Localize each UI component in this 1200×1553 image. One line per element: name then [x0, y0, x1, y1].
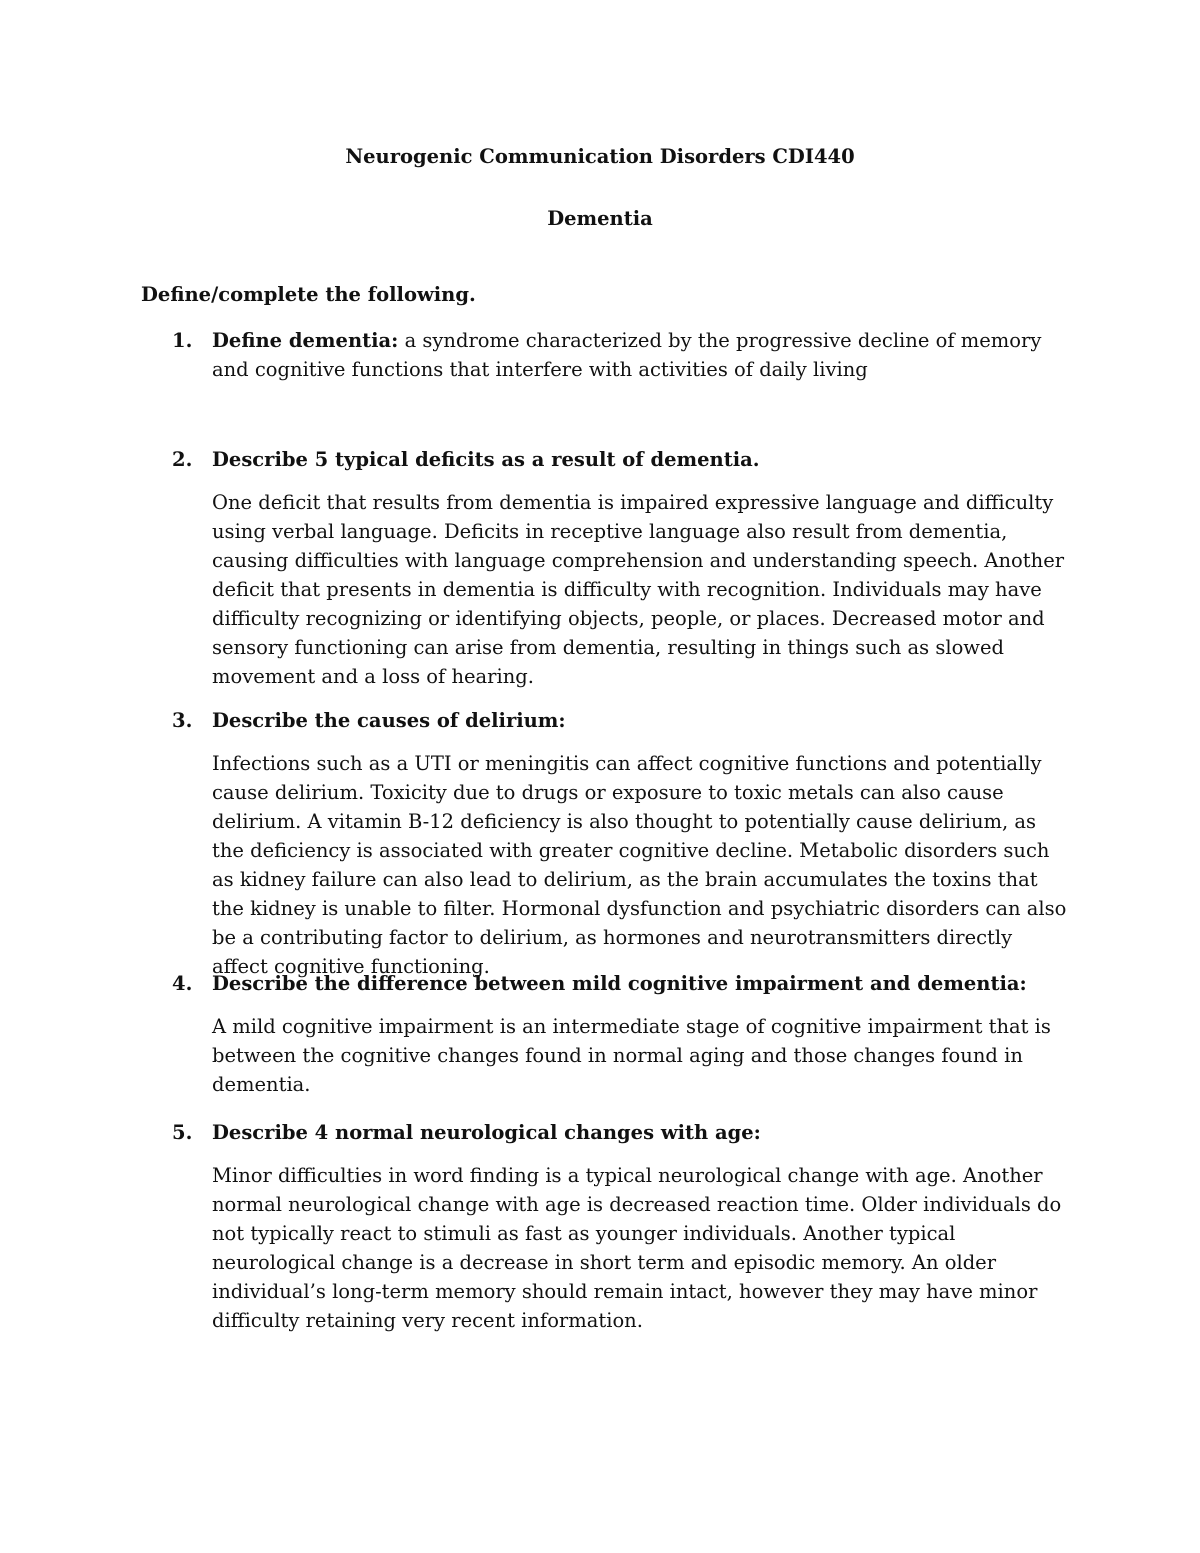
question-4 [172, 969, 1072, 1099]
question-heading: Define dementia: [212, 329, 399, 352]
question-number: 1. [172, 329, 193, 352]
question-heading: Describe the causes of delirium: [212, 709, 566, 732]
question-number: 3. [172, 709, 193, 732]
question-answer: Infections such as a UTI or meningitis can affect cognitive functions and potentially cause delirium. Toxicity due to drugs or exposure to toxic metals can also cause delirium. A vitamin B-12 deficiency is also thought to potentially cause delirium, as the deficiency is associated with greater cognitive decline. Metabolic disorders such as kidney failure can also lead to delirium, as the brain accumulates the toxins that the kidney is unable to filter. Hormonal dysfunction and psychiatric disorders can also be a contributing factor to delirium, as hormones and neurotransmitters directly affect cognitive functioning. [212, 752, 1067, 978]
question-answer: Minor difficulties in word finding is a typical neurological change with age. Another normal neurological change with age is decreased reaction time. Older individuals do not typically react to stimuli as fast as younger individuals. Another typical neurological change is a decrease in short term and episodic memory. An older individual’s long-term memory should remain intact, however they may have minor difficulty retaining very recent information. [212, 1164, 1062, 1332]
question-heading: Describe the difference between mild cognitive impairment and dementia: [212, 972, 1027, 995]
document-title: Neurogenic Communication Disorders CDI440 [345, 145, 855, 168]
question-number: 5. [172, 1121, 193, 1144]
question-heading: Describe 5 typical deficits as a result of dementia. [212, 448, 760, 471]
question-5 [172, 1118, 1072, 1335]
question-answer: One deficit that results from dementia is impaired expressive language and difficulty using verbal language. Deficits in receptive language also result from dementia, causing difficulties with language comprehension and understanding speech. Another deficit that presents in dementia is difficulty with recognition. Individuals may have difficulty recognizing or identifying objects, people, or places. Decreased motor and sensory functioning can arise from dementia, resulting in things such as slowed movement and a loss of hearing. [212, 491, 1065, 688]
document-subtitle: Dementia [547, 207, 653, 230]
question-inline-answer: a syndrome characterized by the progressive decline of memory and cognitive functions that interfere with activities of daily living [212, 329, 1042, 381]
question-3 [172, 706, 1072, 981]
question-text [212, 326, 1072, 384]
instructions: Define/complete the following. [141, 283, 476, 306]
question-heading: Describe 4 normal neurological changes with age: [212, 1121, 761, 1144]
question-1 [172, 326, 1072, 384]
question-2 [172, 445, 1072, 691]
question-number: 2. [172, 448, 193, 471]
question-answer: A mild cognitive impairment is an intermediate stage of cognitive impairment that is between the cognitive changes found in normal aging and those changes found in dementia. [212, 1015, 1051, 1096]
question-number: 4. [172, 972, 193, 995]
